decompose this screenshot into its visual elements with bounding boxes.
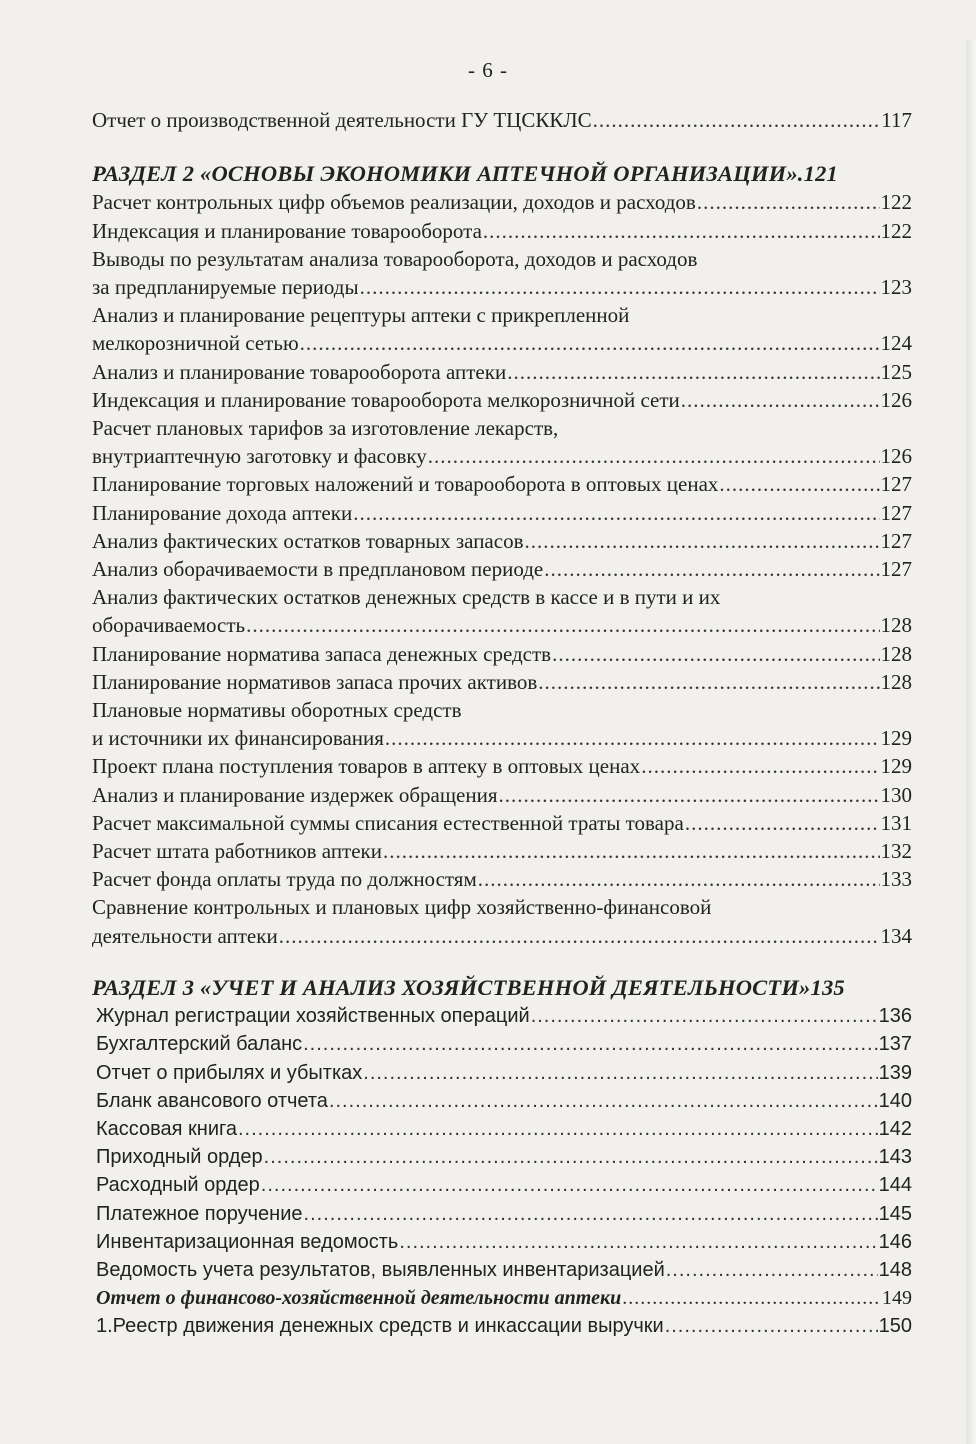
toc-entry (92, 217, 912, 245)
toc-entry (92, 386, 912, 414)
toc-entry (92, 752, 912, 780)
toc-leader (363, 1059, 877, 1087)
toc-leader (666, 1256, 878, 1284)
toc-entry-title: Приходный ордер (96, 1146, 263, 1169)
toc-entry (92, 922, 912, 950)
toc-entry-page: 127 (880, 500, 912, 525)
toc-leader (303, 1030, 878, 1058)
toc-entry-title-line1: Анализ и планирование рецептуры аптеки с прикрепленной (92, 303, 630, 328)
toc-entry (96, 1143, 912, 1171)
toc-entry-title-line1: Сравнение контрольных и плановых цифр хозяйственно-финансовой (92, 895, 712, 920)
toc-entry-page: 128 (880, 641, 912, 666)
toc-leader (524, 527, 879, 555)
toc-leader (641, 752, 879, 780)
toc-entry (92, 273, 912, 301)
toc-entry-title: Расходный ордер (96, 1174, 260, 1197)
toc-entry (92, 555, 912, 583)
toc-entry-title-line1: Выводы по результатам анализа товарооборота, доходов и расходов (92, 246, 698, 271)
toc-leader (498, 781, 879, 809)
toc-entry-title: Отчет о производственной деятельности ГУ ТЦСККЛС (92, 108, 592, 132)
toc-leader (329, 1087, 878, 1115)
toc-entry-page: 124 (880, 331, 912, 356)
toc-entry (92, 668, 912, 696)
section-heading-2 (92, 160, 912, 188)
toc-entry-page: 146 (878, 1230, 912, 1253)
toc-leader (685, 809, 880, 837)
toc-entry (96, 1002, 912, 1030)
section-2-entries (92, 188, 912, 949)
toc-entry-title-line1: Расчет плановых тарифов за изготовление лекарств, (92, 416, 559, 441)
toc-entry-title: Ведомость учета результатов, выявленных инвентаризацией (96, 1258, 665, 1281)
subsection-page: 149 (882, 1287, 912, 1310)
toc-entry-page: 122 (880, 218, 912, 243)
toc-entry-title: за предпланируемые периоды (92, 275, 359, 300)
toc-entry (92, 781, 912, 809)
toc-leader (261, 1171, 878, 1199)
page-edge-shadow (966, 40, 976, 1444)
toc-entry (92, 611, 912, 639)
toc-entry-page: 142 (878, 1117, 912, 1140)
toc-entry-title: Журнал регистрации хозяйственных операций (96, 1005, 530, 1028)
toc-entry-title: Расчет штата работников аптеки (92, 839, 383, 864)
toc-leader (544, 555, 879, 583)
toc-entry-title: Инвентаризационная ведомость (96, 1230, 399, 1253)
toc-entry-page: 145 (878, 1202, 912, 1225)
toc-entry-page: 134 (880, 923, 912, 948)
toc-entry-title: Платежное поручение (96, 1202, 303, 1225)
toc-entry-title-line1: Плановые нормативы оборотных средств (92, 698, 462, 723)
toc-entry-page: 148 (878, 1258, 912, 1281)
toc-entry (92, 329, 912, 357)
toc-entry-title: Индексация и планирование товарооборота мелкорозничной сети (92, 387, 680, 412)
toc-leader (264, 1143, 878, 1171)
toc-entry-title: Планирование норматива запаса денежных средств (92, 641, 552, 666)
toc-entry (92, 358, 912, 386)
toc-entry-page: 128 (880, 669, 912, 694)
toc-leader (538, 668, 879, 696)
toc-leader (353, 499, 879, 527)
toc-entry-page: 133 (880, 867, 912, 892)
toc-entry-title: Планирование дохода аптеки (92, 500, 353, 525)
toc-leader (428, 442, 880, 470)
toc-leader (719, 470, 879, 498)
toc-leader (552, 640, 879, 668)
toc-leader (478, 865, 880, 893)
toc-entry-page: 129 (880, 726, 912, 751)
toc-leader (622, 1284, 881, 1312)
toc-leader (246, 611, 879, 639)
toc-entry-page: 117 (881, 108, 912, 132)
toc-entry-page: 126 (880, 444, 912, 469)
toc-entry-page: 128 (880, 613, 912, 638)
toc-leader (279, 922, 880, 950)
toc-entry-title: и источники их финансирования (92, 726, 384, 751)
toc-entry-page: 130 (880, 782, 912, 807)
toc-leader (507, 358, 879, 386)
toc-leader (304, 1200, 878, 1228)
toc-entry-last (92, 1312, 912, 1340)
toc-entry-page: 140 (878, 1089, 912, 1112)
toc-entry (96, 1228, 912, 1256)
toc-entry-page: 126 (880, 387, 912, 412)
toc-entry-page: 143 (878, 1146, 912, 1169)
toc-entry-title: Расчет контрольных цифр объемов реализации, доходов и расходов (92, 190, 696, 215)
toc-leader (360, 273, 880, 301)
toc-entry-title: мелкорозничной сетью (92, 331, 299, 356)
toc-entry (92, 499, 912, 527)
toc-entry-page: 129 (880, 754, 912, 779)
toc-entry (92, 442, 912, 470)
toc-leader (300, 329, 880, 357)
toc-leader (681, 386, 880, 414)
section-heading-3 (92, 974, 912, 1002)
toc-entry (96, 1200, 912, 1228)
toc-entry-page: 131 (880, 810, 912, 835)
toc-entry-title: Анализ фактических остатков товарных запасов (92, 528, 524, 553)
toc-entry-page: 122 (880, 190, 912, 215)
toc-entry-page: 150 (878, 1315, 912, 1338)
toc-entry-title: внутриаптечную заготовку и фасовку (92, 444, 427, 469)
section-3-entries (92, 1002, 912, 1284)
toc-entry-page: 127 (880, 528, 912, 553)
toc-leader (483, 217, 880, 245)
toc-entry-title: Планирование торговых наложений и товарооборота в оптовых ценах (92, 472, 719, 497)
toc-leader (383, 837, 879, 865)
toc-entry-page: 127 (880, 472, 912, 497)
toc-leader (531, 1002, 878, 1030)
toc-entry-title: оборачиваемость (92, 613, 246, 638)
toc-entry (96, 1115, 912, 1143)
table-of-contents (92, 106, 912, 1341)
toc-leader (399, 1228, 877, 1256)
toc-entry-title: Анализ и планирование товарооборота аптеки (92, 359, 507, 384)
toc-entry-page: 144 (878, 1174, 912, 1197)
toc-entry-title: Расчет максимальной суммы списания естественной траты товара (92, 810, 684, 835)
toc-entry-title: Планирование нормативов запаса прочих активов (92, 669, 538, 694)
subsection-title: Отчет о финансово-хозяйственной деятельности аптеки (96, 1287, 622, 1310)
toc-entry-title: Анализ оборачиваемости в предплановом периоде (92, 557, 544, 582)
toc-entry-page: 137 (878, 1033, 912, 1056)
toc-entry (92, 865, 912, 893)
toc-entry-title: Индексация и планирование товарооборота (92, 218, 482, 243)
section-2-title: РАЗДЕЛ 2 «ОСНОВЫ ЭКОНОМИКИ АПТЕЧНОЙ ОРГАНИЗАЦИИ».121 (92, 161, 838, 187)
toc-entry-title: 1.Реестр движения денежных средств и инкассации выручки (96, 1315, 664, 1338)
toc-entry (92, 809, 912, 837)
toc-entry-title: Бланк авансового отчета (96, 1089, 328, 1112)
toc-entry-title-line1: Анализ фактических остатков денежных средств в кассе и в пути и их (92, 585, 721, 610)
toc-entry (92, 724, 912, 752)
toc-entry (96, 1171, 912, 1199)
toc-entry-page: 136 (878, 1005, 912, 1028)
toc-entry-title: Расчет фонда оплаты труда по должностям (92, 867, 477, 892)
section-3-title: РАЗДЕЛ 3 «УЧЕТ И АНАЛИЗ ХОЗЯЙСТВЕННОЙ ДЕЯТЕЛЬНОСТИ»135 (92, 974, 845, 1000)
toc-entry (92, 188, 912, 216)
toc-entry-page: 125 (880, 359, 912, 384)
toc-leader (238, 1115, 878, 1143)
toc-entry (96, 1030, 912, 1058)
page-number: - 6 - (468, 58, 508, 82)
toc-entry-title: Кассовая книга (96, 1117, 237, 1140)
toc-entry-title: Бухгалтерский баланс (96, 1033, 303, 1056)
toc-entry (92, 640, 912, 668)
toc-entry-title: деятельности аптеки (92, 923, 278, 948)
toc-entry (92, 470, 912, 498)
toc-entry-title: Отчет о прибылях и убытках (96, 1061, 363, 1084)
toc-entry (96, 1256, 912, 1284)
toc-entry (96, 1087, 912, 1115)
toc-entry-page: 123 (880, 275, 912, 300)
toc-entry-title: Анализ и планирование издержек обращения (92, 782, 498, 807)
toc-entry-page: 132 (880, 839, 912, 864)
toc-entry-title: Проект плана поступления товаров в аптеку в оптовых ценах (92, 754, 641, 779)
toc-entry (92, 837, 912, 865)
toc-entry (96, 1059, 912, 1087)
toc-leader (665, 1312, 878, 1340)
toc-entry (92, 106, 912, 134)
toc-entry-page: 127 (880, 557, 912, 582)
toc-leader (385, 724, 880, 752)
toc-entry (92, 527, 912, 555)
toc-leader (697, 188, 880, 216)
toc-entry-page: 139 (878, 1061, 912, 1084)
toc-leader (593, 106, 881, 134)
subsection-entry (92, 1284, 912, 1312)
